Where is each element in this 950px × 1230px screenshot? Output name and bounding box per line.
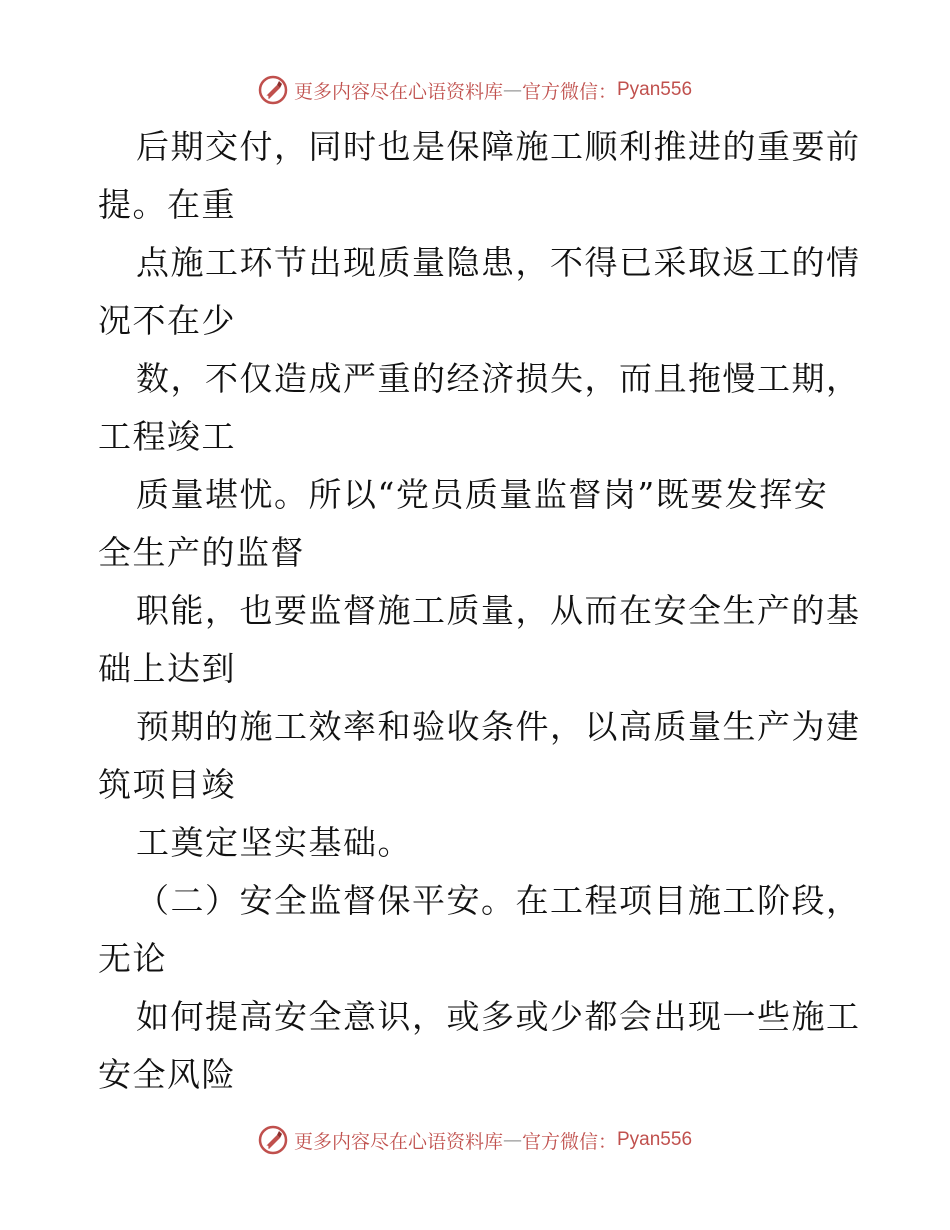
text-line: 筑项目竣 xyxy=(98,765,236,804)
text-line: 础上达到 xyxy=(98,649,236,688)
watermark-separator: — xyxy=(502,1129,522,1151)
text-line: 工程竣工 xyxy=(98,417,236,456)
text-line: 质量堪忧。所以“党员质量监督岗”既要发挥安 xyxy=(136,475,829,514)
text-line: 后期交付，同时也是保障施工顺利推进的重要前 xyxy=(136,127,861,166)
text-line: 安全风险 xyxy=(98,1055,236,1094)
text-line: 数，不仅造成严重的经济损失，而且拖慢工期， xyxy=(136,359,861,398)
watermark-site-text: 更多内容尽在心语资料库 xyxy=(293,1130,503,1153)
watermark-wechat-handle: Pyan556 xyxy=(617,79,693,100)
watermark-site-text: 更多内容尽在心语资料库 xyxy=(293,80,503,103)
text-line: 提。在重 xyxy=(98,185,236,224)
text-line: 况不在少 xyxy=(98,301,236,340)
document-body xyxy=(98,118,861,1104)
footer-watermark xyxy=(0,1120,950,1160)
text-line: 工奠定坚实基础。 xyxy=(136,823,412,862)
text-line: 无论 xyxy=(98,939,167,978)
text-line: 如何提高安全意识，或多或少都会出现一些施工 xyxy=(136,997,861,1036)
text-line: 职能，也要监督施工质量，从而在安全生产的基 xyxy=(136,591,861,630)
text-line: 点施工环节出现质量隐患，不得已采取返工的情 xyxy=(136,243,861,282)
watermark-wechat-label: 官方微信： xyxy=(521,80,617,103)
watermark-separator: — xyxy=(502,79,522,101)
watermark-wechat-label: 官方微信： xyxy=(521,1130,617,1153)
pen-logo-icon xyxy=(258,1125,288,1155)
watermark-wechat-handle: Pyan556 xyxy=(617,1129,693,1150)
text-line: （二）安全监督保平安。在工程项目施工阶段， xyxy=(136,881,861,920)
pen-logo-icon xyxy=(258,75,288,105)
text-line: 全生产的监督 xyxy=(98,533,305,572)
text-line: 预期的施工效率和验收条件，以高质量生产为建 xyxy=(136,707,861,746)
header-watermark xyxy=(0,70,950,110)
